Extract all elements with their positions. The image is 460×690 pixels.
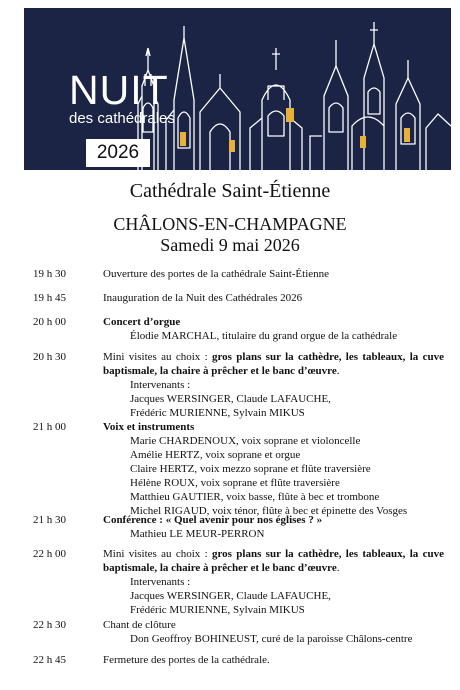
entry-detail: Don Geoffroy BOHINEUST, curé de la paroisse Châlons-centre: [130, 633, 413, 645]
cathedral-name: Cathédrale Saint-Étienne: [129, 180, 331, 202]
entry-highlight: gros plans sur la cathèdre, les tableaux, la cuve baptismale, la chaire à prêcher et le banc d’œuvre: [103, 351, 444, 377]
entry-title: Concert d’orgue: [103, 316, 181, 328]
entry-detail: Marie CHARDENOUX, voix soprane et violoncelle: [130, 435, 361, 447]
entry-text: Chant de clôture: [103, 619, 176, 631]
entry-end: .: [336, 562, 340, 574]
logo-title: NUIT: [69, 67, 169, 113]
entry-title: Voix et instruments: [103, 421, 195, 433]
entry-intro: Mini visites au choix :: [103, 351, 212, 363]
entry-detail: Michel RIGAUD, voix ténor, flûte à bec et épinette des Vosges: [130, 505, 408, 517]
entry-detail: Jacques WERSINGER, Claude LAFAUCHE,: [130, 590, 331, 602]
entry-text: Ouverture des portes de la cathédrale Saint-Étienne: [103, 268, 330, 280]
event-date: Samedi 9 mai 2026: [160, 235, 300, 255]
entry-time: 20 h 30: [33, 351, 66, 363]
city-name: CHÂLONS-EN-CHAMPAGNE: [113, 214, 347, 234]
entry-time: 21 h 00: [33, 421, 66, 433]
entry-detail: Jacques WERSINGER, Claude LAFAUCHE,: [130, 393, 331, 405]
entry-time: 22 h 30: [33, 619, 66, 631]
entry-text: Fermeture des portes de la cathédrale.: [103, 654, 270, 666]
logo-year-badge: 2026: [86, 139, 150, 167]
entry-detail: Hélène ROUX, voix soprane et flûte traversière: [130, 477, 340, 489]
entry-title: Conférence : « Quel avenir pour nos églises ? »: [103, 514, 323, 526]
entry-detail: Mathieu LE MEUR-PERRON: [130, 528, 265, 540]
entry-time: 20 h 00: [33, 316, 66, 328]
logo-subtitle: des cathédrales: [69, 110, 175, 127]
event-banner: [24, 8, 451, 170]
entry-intro: Mini visites au choix :: [103, 548, 212, 560]
entry-time: 21 h 30: [33, 514, 66, 526]
entry-detail: Frédéric MURIENNE, Sylvain MIKUS: [130, 407, 305, 419]
entry-time: 22 h 45: [33, 654, 66, 666]
entry-label: Intervenants :: [130, 379, 191, 391]
entry-detail: Frédéric MURIENNE, Sylvain MIKUS: [130, 604, 305, 616]
entry-label: Intervenants :: [130, 576, 191, 588]
entry-highlight: gros plans sur la cathèdre, les tableaux, la cuve baptismale, la chaire à prêcher et le banc d’œuvre: [103, 548, 444, 574]
entry-detail: Matthieu GAUTIER, voix basse, flûte à bec et trombone: [130, 491, 380, 503]
entry-detail: Claire HERTZ, voix mezzo soprane et flûte traversière: [130, 463, 371, 475]
entry-detail: Amélie HERTZ, voix soprane et orgue: [130, 449, 301, 461]
entry-time: 19 h 45: [33, 292, 66, 304]
entry-end: .: [336, 365, 340, 377]
entry-text: Inauguration de la Nuit des Cathédrales 2026: [103, 292, 303, 304]
entry-detail: Élodie MARCHAL, titulaire du grand orgue de la cathédrale: [130, 330, 398, 342]
entry-time: 19 h 30: [33, 268, 66, 280]
entry-time: 22 h 00: [33, 548, 66, 560]
